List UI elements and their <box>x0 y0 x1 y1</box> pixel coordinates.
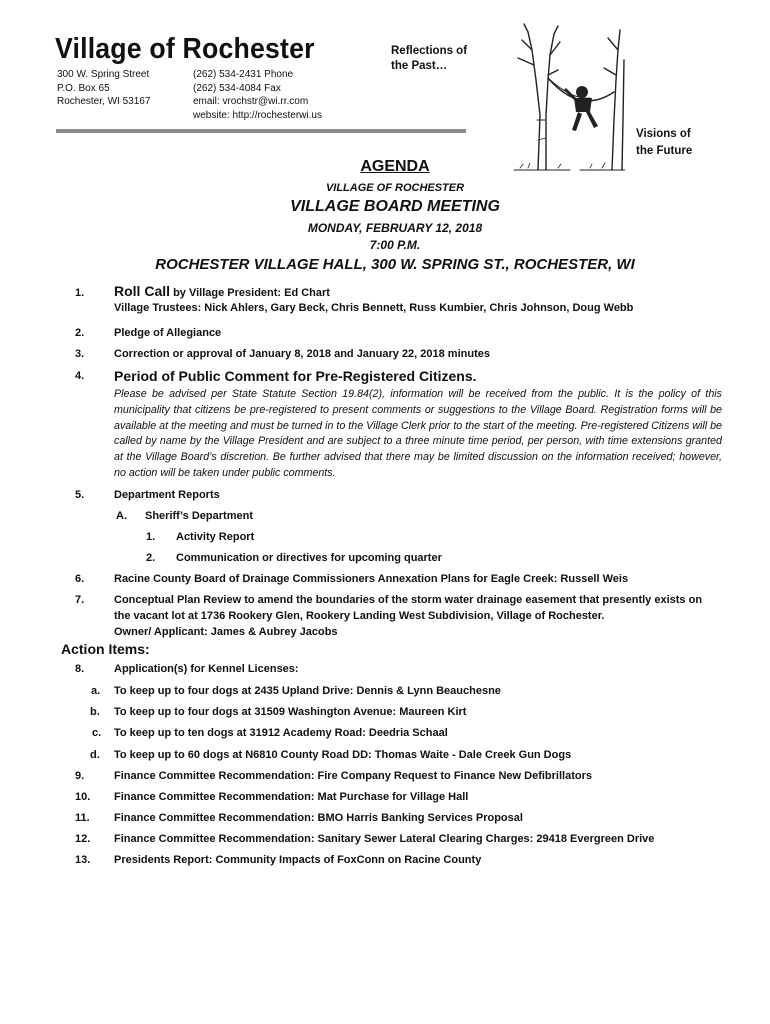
kennel-license: To keep up to 60 dogs at N6810 County Road DD: Thomas Waite - Dale Creek Gun Dogs <box>114 749 572 761</box>
sub-sub-item: Communication or directives for upcoming quarter <box>176 552 442 564</box>
address-line: 300 W. Spring Street <box>57 69 150 80</box>
item-number: 4. <box>75 370 85 382</box>
trustees-list: Village Trustees: Nick Ahlers, Gary Beck, Chris Bennett, Russ Kumbier, Chris Johnson, Doug Webb <box>114 302 634 314</box>
sub-sub-item: Activity Report <box>176 531 255 543</box>
agenda-item-cont: Owner/ Applicant: James & Aubrey Jacobs <box>114 626 338 638</box>
reflections-caption <box>391 44 467 74</box>
website: website: http://rochesterwi.us <box>193 109 322 121</box>
visions-line: the Future <box>636 145 693 157</box>
village-subtitle: VILLAGE OF ROCHESTER <box>325 182 465 194</box>
item-number: 6. <box>75 573 85 585</box>
phone: (262) 534-2431 Phone <box>193 69 294 80</box>
contact-block <box>193 68 322 122</box>
kennel-license: To keep up to four dogs at 2435 Upland Drive: Dennis & Lynn Beauchesne <box>114 685 501 697</box>
agenda-item: Conceptual Plan Review to amend the boundaries of the storm water drainage easement that presently exists on <box>114 594 703 606</box>
agenda-item: Correction or approval of January 8, 2018 and January 22, 2018 minutes <box>114 348 490 360</box>
roll-call-by: by Village President: Ed Chart <box>170 287 330 299</box>
sub-sub-number: 1. <box>146 531 156 543</box>
address-line: P.O. Box 65 <box>57 82 110 94</box>
agenda-heading: AGENDA <box>360 158 430 175</box>
item-number: 13. <box>75 854 91 866</box>
agenda-item: Finance Committee Recommendation: BMO Harris Banking Services Proposal <box>114 812 523 824</box>
sub-item-letter: d. <box>90 749 100 761</box>
item-number: 11. <box>75 812 90 824</box>
agenda-item: Application(s) for Kennel Licenses: <box>114 663 299 675</box>
item-number: 8. <box>75 663 85 675</box>
agenda-item: Department Reports <box>114 489 220 501</box>
village-title: Village of Rochester <box>55 33 315 65</box>
reflections-line: the Past… <box>391 60 448 72</box>
item-number: 12. <box>75 833 91 845</box>
address-line: Rochester, WI 53167 <box>57 96 151 107</box>
visions-line: Visions of <box>636 128 691 140</box>
meeting-location: ROCHESTER VILLAGE HALL, 300 W. SPRING ST., ROCHESTER, WI <box>155 256 635 273</box>
sub-item-letter: b. <box>90 706 100 718</box>
tree-hammock-illustration <box>510 20 625 175</box>
agenda-item: Period of Public Comment for Pre-Registered Citizens. <box>114 368 477 384</box>
sub-item-letter: A. <box>116 510 127 522</box>
sub-sub-number: 2. <box>146 552 156 564</box>
agenda-item: Finance Committee Recommendation: Mat Purchase for Village Hall <box>114 791 469 803</box>
agenda-item: Finance Committee Recommendation: Sanitary Sewer Lateral Clearing Charges: 29418 Evergreen Drive <box>114 833 655 845</box>
board-meeting-title: VILLAGE BOARD MEETING <box>290 198 500 215</box>
roll-call-title: Roll Call <box>114 283 171 299</box>
reflections-line: Reflections of <box>391 45 468 57</box>
item-number: 10. <box>75 791 91 803</box>
sub-item-letter: a. <box>91 685 101 697</box>
agenda-item: Pledge of Allegiance <box>114 327 222 339</box>
meeting-date: MONDAY, FEBRUARY 12, 2018 <box>307 221 483 235</box>
fax: (262) 534-4084 Fax <box>193 82 281 94</box>
agenda-item-cont: the vacant lot at 1736 Rookery Glen, Rookery Landing West Subdivision, Village of Rochester. <box>114 610 605 622</box>
kennel-license: To keep up to ten dogs at 31912 Academy Road: Deedria Schaal <box>114 727 448 739</box>
item-number: 7. <box>75 594 85 606</box>
item-number: 9. <box>75 770 85 782</box>
sub-item-letter: c. <box>92 727 102 739</box>
action-items-heading: Action Items: <box>61 641 150 657</box>
public-comment-notice: Please be advised per State Statute Section 19.84(2), information will be received from the public. It is the policy of this municipality that citizens be pre-registered to present comments or suggestions to the Village Board. Registration forms will be available at the meeting and must be turned in to the Village Clerk prior to the start of the meeting. Pre-registered Citizens will be called by name by the Village President and are subject to a three minute time period, per person, with time extensions granted at the Village Board’s discretion. Be further advised that there may be limited discussion on the information received; however, no action will be taken under public comments. <box>114 388 722 479</box>
agenda-item: Presidents Report: Community Impacts of FoxConn on Racine County <box>114 854 482 866</box>
kennel-license: To keep up to four dogs at 31509 Washington Avenue: Maureen Kirt <box>114 706 467 718</box>
header-rule <box>56 129 466 133</box>
meeting-time: 7:00 P.M. <box>369 238 421 252</box>
sub-item: Sheriff’s Department <box>145 510 253 522</box>
item-number: 2. <box>75 327 85 339</box>
visions-caption <box>636 126 692 160</box>
address-block <box>57 68 150 109</box>
roll-call <box>114 283 330 299</box>
item-number: 3. <box>75 348 85 360</box>
item-number: 5. <box>75 489 85 501</box>
agenda-item: Finance Committee Recommendation: Fire Company Request to Finance New Defibrillators <box>114 770 592 782</box>
email: email: vrochstr@wi.rr.com <box>193 96 309 107</box>
item-number: 1. <box>75 287 85 299</box>
agenda-item: Racine County Board of Drainage Commissioners Annexation Plans for Eagle Creek: Russell Weis <box>114 573 629 585</box>
